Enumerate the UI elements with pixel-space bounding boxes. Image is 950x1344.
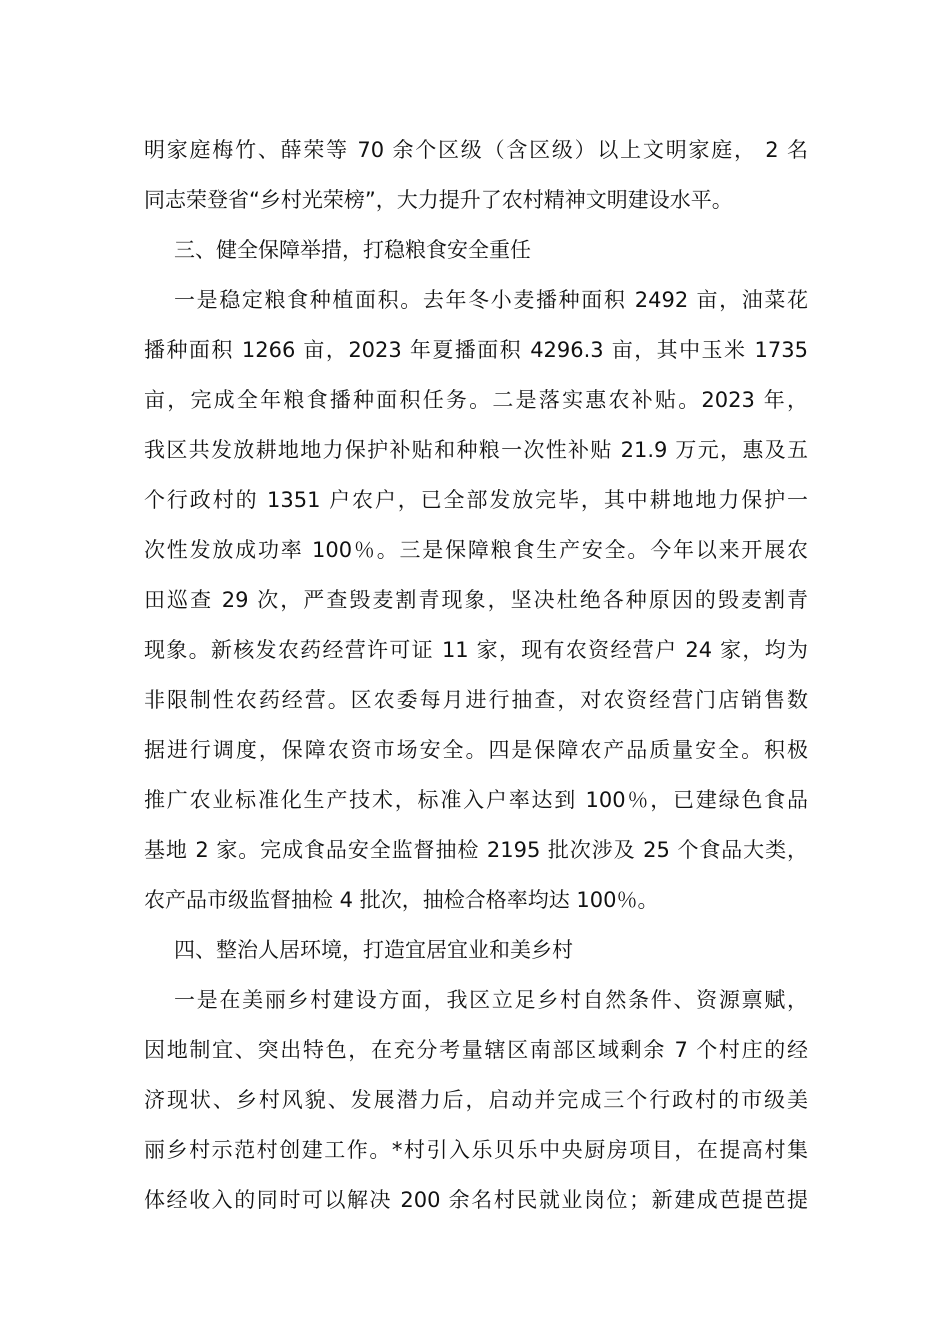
section-heading: 三、健全保障举措，打稳粮食安全重任 xyxy=(174,238,531,262)
text-line: 播种面积 1266 亩，2023 年夏播面积 4296.3 亩，其中玉米 1735 xyxy=(144,338,808,362)
text-line: 一是在美丽乡村建设方面，我区立足乡村自然条件、资源禀赋， xyxy=(174,988,808,1012)
text-line: 非限制性农药经营。区农委每月进行抽查，对农资经营门店销售数 xyxy=(144,688,808,712)
text-line: 据进行调度，保障农资市场安全。四是保障农产品质量安全。积极 xyxy=(144,738,808,762)
text-line: 丽乡村示范村创建工作。*村引入乐贝乐中央厨房项目，在提高村集 xyxy=(144,1138,808,1162)
section-heading: 四、整治人居环境，打造宜居宜业和美乡村 xyxy=(174,938,573,962)
text-line: 我区共发放耕地地力保护补贴和种粮一次性补贴 21.9 万元，惠及五 xyxy=(144,438,808,462)
text-line: 个行政村的 1351 户农户，已全部发放完毕，其中耕地地力保护一 xyxy=(144,488,808,512)
text-line: 基地 2 家。完成食品安全监督抽检 2195 批次涉及 25 个食品大类， xyxy=(144,838,808,862)
text-line: 亩，完成全年粮食播种面积任务。二是落实惠农补贴。2023 年， xyxy=(144,388,808,412)
text-line: 一是稳定粮食种植面积。去年冬小麦播种面积 2492 亩，油菜花 xyxy=(174,288,808,312)
text-line: 同志荣登省“乡村光荣榜”，大力提升了农村精神文明建设水平。 xyxy=(144,188,733,212)
text-line: 体经收入的同时可以解决 200 余名村民就业岗位；新建成芭提芭提 xyxy=(144,1188,808,1212)
text-line: 现象。新核发农药经营许可证 11 家，现有农资经营户 24 家，均为 xyxy=(144,638,808,662)
text-line: 济现状、乡村风貌、发展潜力后，启动并完成三个行政村的市级美 xyxy=(144,1088,808,1112)
text-line: 明家庭梅竹、薛荣等 70 余个区级（含区级）以上文明家庭， 2 名 xyxy=(144,138,809,162)
text-line: 农产品市级监督抽检 4 批次，抽检合格率均达 100％。 xyxy=(144,888,659,912)
text-line: 次性发放成功率 100％。三是保障粮食生产安全。今年以来开展农 xyxy=(144,538,808,562)
text-line: 田巡查 29 次，严查毁麦割青现象，坚决杜绝各种原因的毁麦割青 xyxy=(144,588,808,612)
text-line: 推广农业标准化生产技术，标准入户率达到 100％，已建绿色食品 xyxy=(144,788,808,812)
text-line: 因地制宜、突出特色，在充分考量辖区南部区域剩余 7 个村庄的经 xyxy=(144,1038,808,1062)
